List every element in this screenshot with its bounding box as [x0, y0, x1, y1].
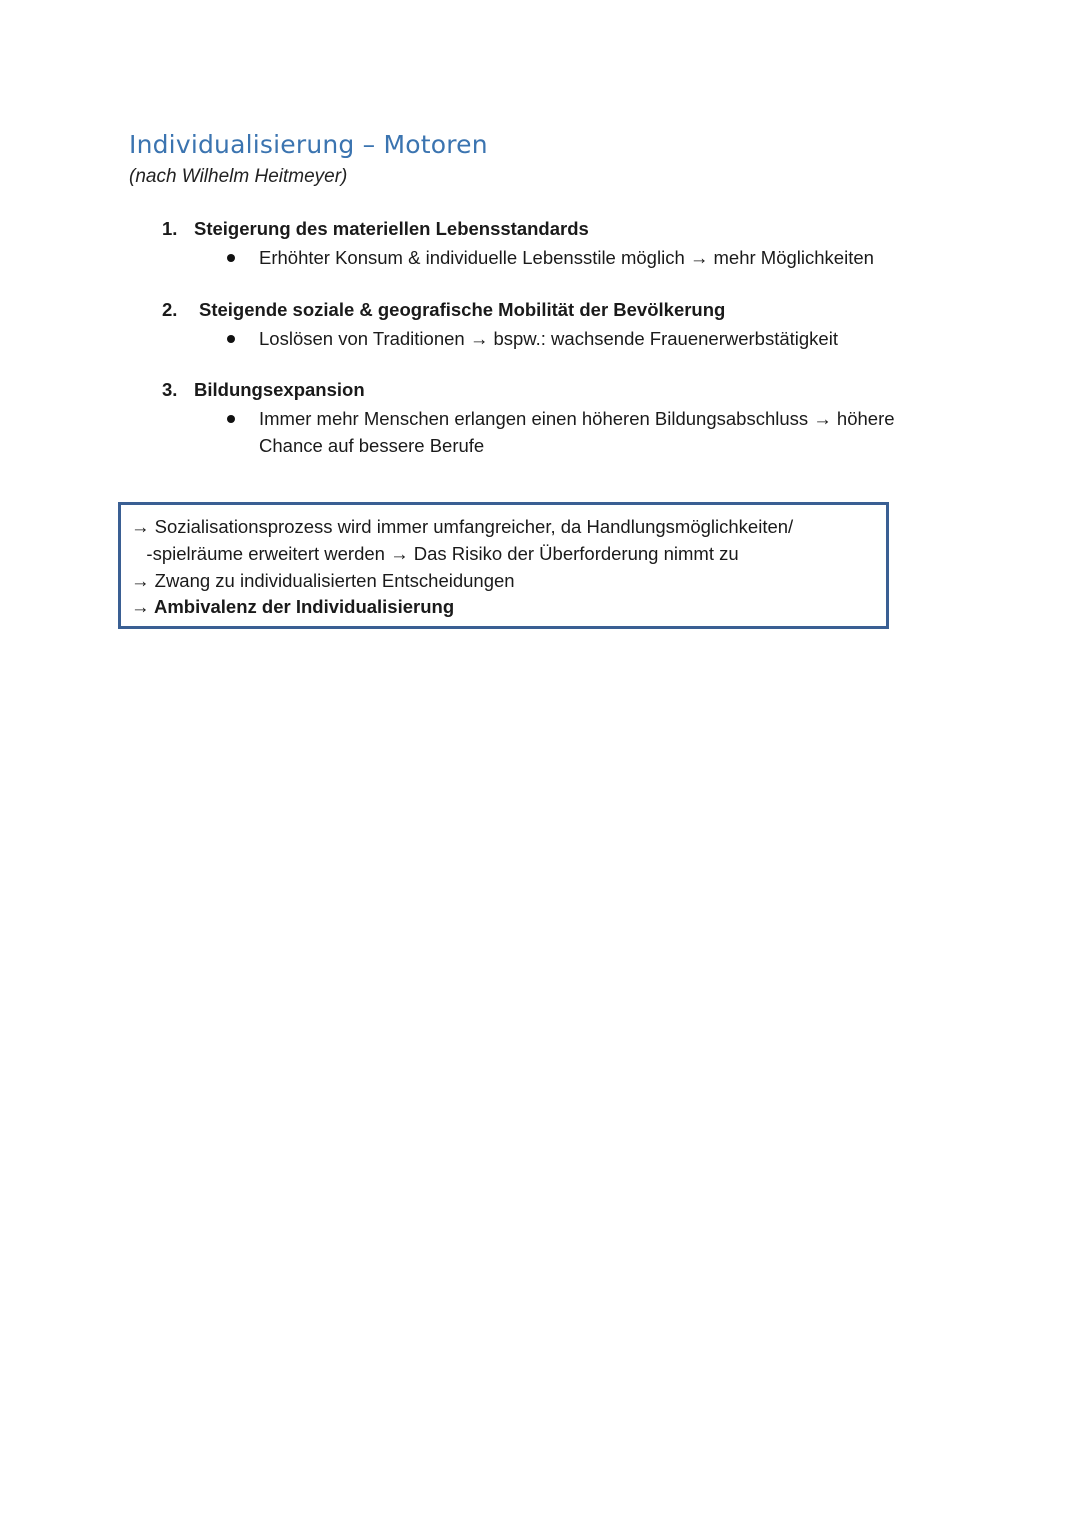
item-number: 3.: [162, 379, 178, 400]
bullet-icon: [227, 254, 235, 262]
item-title: Bildungsexpansion: [194, 379, 365, 400]
page-title: Individualisierung – Motoren: [129, 130, 488, 159]
item-number: 2.: [162, 299, 178, 320]
bullet-text: [259, 405, 959, 459]
item-heading: [162, 299, 725, 321]
item-heading: [162, 379, 365, 401]
bullet-line: Immer mehr Menschen erlangen einen höheren Bildungsabschluss → höhere: [259, 408, 895, 429]
item-title: Steigende soziale & geografische Mobilität der Bevölkerung: [199, 299, 726, 320]
bullet-line: Chance auf bessere Berufe: [259, 435, 485, 456]
summary-line-conclusion: → Ambivalenz der Individualisierung: [131, 596, 455, 617]
item-title: Steigerung des materiellen Lebensstandards: [194, 218, 589, 239]
bullet-text: [259, 325, 959, 352]
item-heading: [162, 218, 589, 240]
bullet-text: [259, 244, 959, 271]
summary-line: → Zwang zu individualisierten Entscheidungen: [131, 570, 515, 591]
summary-line: → Sozialisationsprozess wird immer umfangreicher, da Handlungsmöglichkeiten/: [131, 516, 794, 537]
bullet-icon: [227, 415, 235, 423]
summary-box: [118, 502, 889, 629]
page-subtitle: (nach Wilhelm Heitmeyer): [129, 166, 348, 187]
bullet-line: Loslösen von Traditionen → bspw.: wachsende Frauenerwerbstätigkeit: [259, 328, 838, 349]
item-number: 1.: [162, 218, 178, 239]
summary-line: -spielräume erweitert werden → Das Risiko der Überforderung nimmt zu: [131, 543, 739, 564]
bullet-icon: [227, 335, 235, 343]
bullet-line: Erhöhter Konsum & individuelle Lebensstile möglich → mehr Möglichkeiten: [259, 247, 874, 268]
